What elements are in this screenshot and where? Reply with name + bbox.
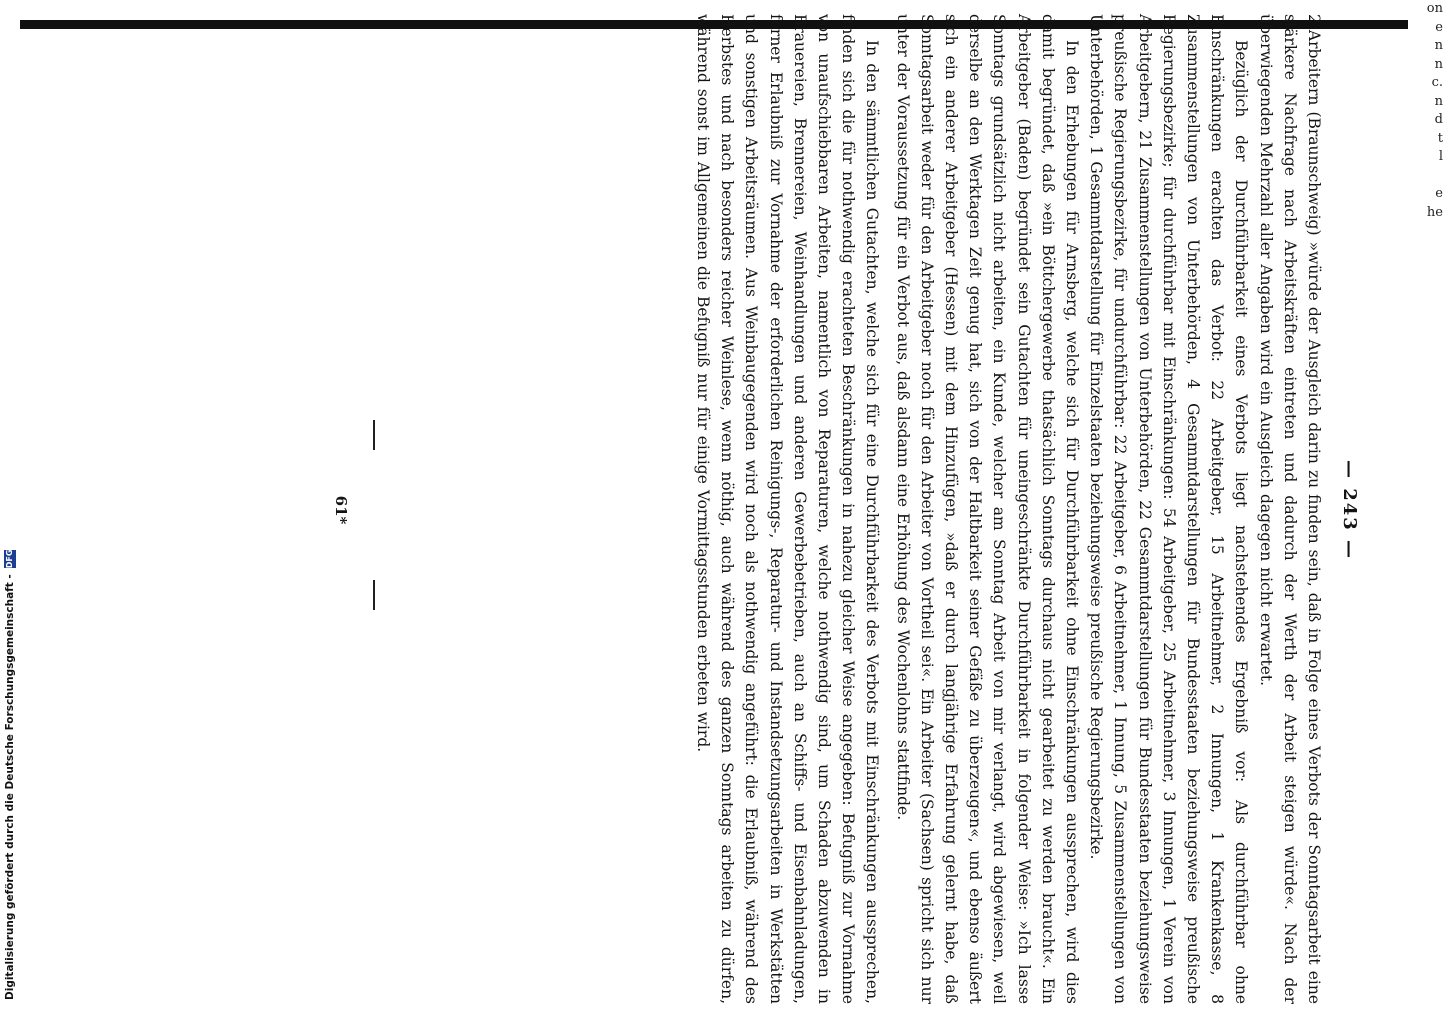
paragraph-4: In den sämmtlichen Gutachten, welche sich für eine Durchführbarkeit des Verbots mit Einschränkungen aussprechen, finden sich die für nothwendig erachteten Beschränkungen in nahezu gleicher Weise angegeben: Befugniß zur Vornahme von unaufschiebbaren Arbeiten, namentlich von Reparaturen, welche nothwendig sind, um Schaden abzuwenden in Brauereien, Brennereien, Weinhandlungen und anderen Gewerbebetrieben, auch an Schiffs- und Eisenbahnladungen, ferner Erlaubniß zur Vornahme der erforderlichen Reinigungs-, Reparatur- und Instandsetzungsarbeiten in Werkstätten und sonstigen Arbeitsräumen. Aus Weinbaugegenden wird noch als nothwendig angeführt: die Erlaubniß, während des Herbstes und nach besonders reicher Weinlese, wenn nöthig, auch während des ganzen Sonntags arbeiten zu dürfen, während sonst im Allgemeinen die Befugniß nur für einige Vormittagsstunden erbeten wird. [693, 14, 882, 1004]
adjacent-page-edge [1408, 0, 1443, 220]
printer-mark [374, 580, 376, 610]
edge-fragment: e [1435, 19, 1443, 35]
paragraph-3: In den Erhebungen für Arnsberg, welche sich für Durchführbarkeit ohne Einschränkungen aussprechen, wird dies damit begründet, daß »ein Böttchergewerbe thatsächlich Sonntags durchaus nicht gearbeitet zu werden braucht«. Ein Arbeitgeber (Baden) begründet sein Gutachten für uneingeschränkte Durchführbarkeit in folgender Weise: »Ich lasse Sonntags grundsätzlich nicht arbeiten, ein Kunde, welcher am Sonntag Arbeit von mir verlangt, wird abgewiesen, weil derselbe an den Werktagen Zeit genug hat, sich von der Haltbarkeit seiner Gefäße zu überzeugen«, und ebenso äußert sich ein anderer Arbeitgeber (Hessen) mit dem Hinzufügen, »daß er durch langjährige Erfahrung gelernt habe, daß Sonntagsarbeit weder für den Arbeitgeber noch für den Arbeiter von Vortheil sei«. Ein Arbeiter (Sachsen) spricht sich nur unter der Voraussetzung für ein Verbot aus, daß alsdann eine Erhöhung des Wochenlohns stattfinde. [893, 14, 1081, 1004]
edge-fragment: n [1434, 56, 1443, 72]
edge-fragment: n [1434, 38, 1443, 53]
edge-fragment: n [1434, 93, 1443, 109]
paragraph-1: 2 Arbeitern (Braunschweig) »würde der Ausgleich darin zu finden sein, daß in Folge eines Verbots der Sonntagsarbeit eine stärkere Nachfrage nach Arbeitskräften eintreten und dadurch der Werth der Arbeit steigen würde«. Nach der überwiegenden Mehrzahl aller Angaben wird ein Ausgleich dagegen nicht erwartet. [1256, 14, 1323, 1004]
signature-mark: 61* [332, 495, 350, 525]
edge-fragment: on [1426, 1, 1443, 16]
page-number: — 243 — [1339, 459, 1360, 561]
edge-fragment: he [1426, 204, 1443, 220]
edge-fragment [1408, 167, 1443, 186]
edge-fragment: e [1435, 186, 1443, 201]
rotated-document-page [310, 0, 1360, 1020]
edge-fragment: t [1437, 130, 1443, 146]
paragraph-2: Bezüglich der Durchführbarkeit eines Verbots liegt nachstehendes Ergebniß vor: Als durchführbar ohne Einschränkungen erachten das Verbot: 22 Arbeitgeber, 15 Arbeitnehmer, 2 Innungen, 1 Krankenkasse, 8 Zusammenstellungen von Unterbehörden, 4 Gesammtdarstellungen für Bundesstaaten beziehungsweise preußische Regierungsbezirke; für durchführbar mit Einschränkungen: 54 Arbeitgeber, 25 Arbeitnehmer, 3 Innungen, 1 Verein von Arbeitgebern, 21 Zusammenstellungen von Unterbehörden, 22 Gesammtdarstellungen für Bundesstaaten beziehungsweise preußische Regierungsbezirke, für undurchführbar: 22 Arbeitgeber, 6 Arbeitnehmer, 1 Innung, 5 Zusammenstellungen von Unterbehörden, 1 Gesammtdarstellung für Einzelstaaten beziehungsweise preußische Regierungsbezirke. [1087, 14, 1251, 1004]
digitization-note: Digitalisierung gefördert durch die Deutsche Forschungsgemeinschaft - [4, 574, 16, 1000]
body-text [691, 14, 1326, 1004]
dfg-logo: DFG [5, 549, 14, 569]
edge-fragment: l [1438, 149, 1443, 164]
adjacent-page-fragments [1408, 0, 1443, 222]
printer-mark [374, 420, 376, 450]
edge-fragment: d [1434, 112, 1443, 127]
digitization-credit [0, 549, 20, 1000]
edge-fragment: c. [1431, 75, 1443, 90]
